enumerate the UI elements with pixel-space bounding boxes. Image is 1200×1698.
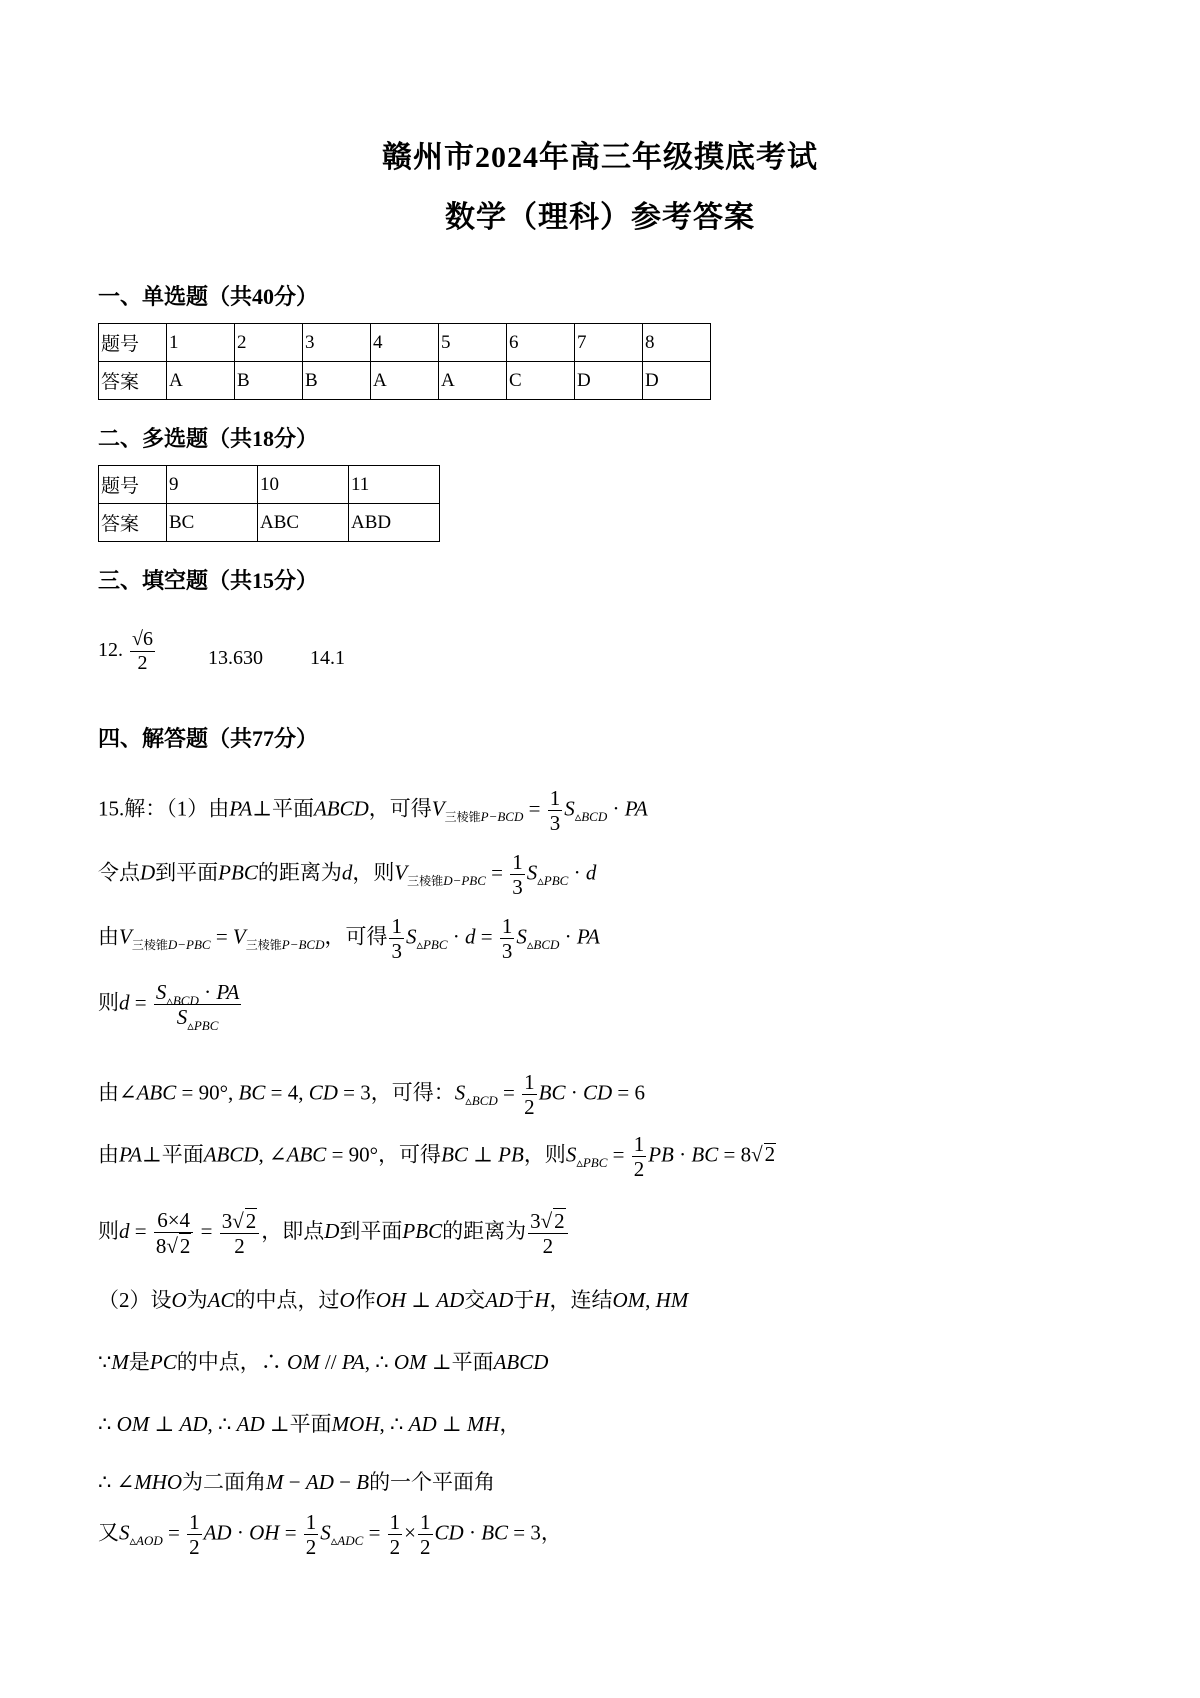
text: 的中点， (176, 1350, 261, 1374)
table-cell: 3 (303, 324, 371, 362)
table-cell: 9 (167, 466, 258, 504)
text: 的一个平面角 (369, 1470, 496, 1494)
table-row (99, 504, 440, 542)
text: 三棱锥 (245, 938, 282, 953)
table-cell: 5 (439, 324, 507, 362)
answer-12 (98, 628, 157, 675)
text: 平面 (451, 1350, 494, 1374)
solution-line-4: 则d = $\frac{S_{▵BCD} \cdot PA}{S_{▵PBC}}$ (98, 980, 240, 1034)
text: （2）设 (98, 1288, 172, 1312)
table-cell: 题号 (99, 466, 167, 504)
text: 令点 (98, 860, 140, 885)
table-cell: A (371, 362, 439, 400)
table-cell: 1 (167, 324, 235, 362)
table-cell: B (303, 362, 371, 400)
page-subtitle: 数学（理科）参考答案 (445, 201, 755, 234)
text: 15.解：（1）由 (98, 796, 230, 821)
section-heading-single-choice: 一、单选题（共40分） (98, 284, 319, 309)
table-cell: A (439, 362, 507, 400)
table-row (99, 362, 711, 400)
text: 到平面 (155, 860, 219, 885)
answer-13: 13.630 (208, 647, 263, 669)
text: 的距离为 (442, 1218, 527, 1243)
text: 的距离为 (257, 860, 342, 885)
table-cell: 11 (349, 466, 440, 504)
single-choice-answer-table (98, 323, 711, 400)
text: ，连结 (549, 1288, 613, 1312)
solution-line-3: 由$V_{三棱锥D-PBC} = V_{三棱锥P-BCD}$，可得 $\frac{1}{3}$ $S_{▵PBC} \cdot d$ = $\frac{1}{3}$ $S_{▵BCD}$ · PA (98, 914, 600, 964)
table-row (99, 324, 711, 362)
multi-choice-answer-table (98, 465, 440, 542)
table-cell: 答案 (99, 362, 167, 400)
table-cell: 2 (235, 324, 303, 362)
answer-12-numerator: √6 (132, 628, 153, 650)
table-cell: D (575, 362, 643, 400)
text: 三棱锥 (444, 810, 481, 825)
text: 到平面 (339, 1218, 403, 1243)
text: 作 (354, 1288, 376, 1312)
text: 由 (98, 1142, 119, 1167)
solution-line-11: ∴ ∠MHO为二面角M − AD − B的一个平面角 (98, 1470, 496, 1494)
text: 交 (464, 1288, 486, 1312)
table-cell: A (167, 362, 235, 400)
table-cell: 4 (371, 324, 439, 362)
text: 又 (98, 1520, 119, 1545)
text: ∵ (98, 1350, 112, 1374)
text: 三棱锥 (131, 938, 168, 953)
solution-line-6: 由PA⊥平面ABCD, ∠ABC = 90°，可得BC ⊥ PB，则$S_{▵PBC}$ = $\frac{1}{2}$ PB · BC = 8√2 (98, 1132, 776, 1182)
section-heading-solutions: 四、解答题（共77分） (98, 726, 319, 751)
text: 平面 (289, 1412, 332, 1436)
text: ，则 (523, 1142, 566, 1167)
table-cell: 7 (575, 324, 643, 362)
text: ，可得 (378, 1142, 442, 1167)
text: 则 (98, 990, 119, 1015)
text: 为 (186, 1288, 208, 1312)
text: 由 (98, 924, 119, 949)
table-cell: 6 (507, 324, 575, 362)
table-cell: C (507, 362, 575, 400)
table-cell: 答案 (99, 504, 167, 542)
table-cell: 10 (258, 466, 349, 504)
table-cell: ABC (258, 504, 349, 542)
text: 为二面角 (182, 1470, 267, 1494)
solution-line-1: 15.解：（1）由PA⊥平面ABCD，可得$V_{三棱锥P-BCD}$ = $\frac{1}{3}$ $S_{▵BCD}$ · PA (98, 786, 648, 836)
table-cell: D (643, 362, 711, 400)
solution-line-7: 则d = $\frac{6\times 4}{8√2}$ = $\frac{3√2}{2}$ ，即点D到平面PBC的距离为 $\frac{3√2}{2}$ (98, 1208, 570, 1258)
table-cell: 8 (643, 324, 711, 362)
text: 的中点，过 (234, 1288, 340, 1312)
page-title: 赣州市2024年高三年级摸底考试 (382, 141, 818, 174)
text: ，可得 (324, 924, 388, 949)
text: 由 (98, 1080, 119, 1105)
text: 是 (128, 1350, 150, 1374)
text: 于 (513, 1288, 535, 1312)
text: ，即点 (261, 1218, 325, 1243)
solution-line-10: ∴ OM ⊥ AD, ∴ AD ⊥平面MOH, ∴ AD ⊥ MH， (98, 1412, 521, 1436)
text: ，则 (352, 860, 395, 885)
answer-14: 14.1 (310, 647, 345, 669)
section-heading-multi-choice: 二、多选题（共18分） (98, 426, 319, 451)
text: 则 (98, 1218, 119, 1243)
solution-line-2: 令点D到平面PBC的距离为d，则$V_{三棱锥D-PBC}$ = $\frac{1}{3}$ $S_{▵PBC} \cdot d$ (98, 850, 597, 900)
text: ，可得 (368, 796, 432, 821)
text: 平面 (161, 1142, 204, 1167)
solution-line-5: 由∠ABC = 90°, BC = 4, CD = 3，可得：$S_{▵BCD}$ = $\frac{1}{2}$ BC · CD = 6 (98, 1070, 645, 1120)
table-row (99, 466, 440, 504)
text: ，可得： (370, 1080, 455, 1105)
table-cell: BC (167, 504, 258, 542)
solution-line-12: 又$S_{▵AOD}$ = $\frac{1}{2}$ AD · OH = $\frac{1}{2}$ $S_{▵ADC}$ = $\frac{1}{2}$ × $\frac{1}{2}$ CD · BC = 3， (98, 1510, 562, 1560)
table-cell: 题号 (99, 324, 167, 362)
solution-line-8: （2）设O为AC的中点，过O作OH ⊥ AD交AD于H，连结OM, HM (98, 1288, 689, 1312)
table-cell: ABD (349, 504, 440, 542)
answer-12-label: 12. (98, 639, 123, 662)
section-heading-fill-blank: 三、填空题（共15分） (98, 568, 319, 593)
text: 平面 (271, 796, 314, 821)
text: 三棱锥 (407, 874, 444, 889)
table-cell: B (235, 362, 303, 400)
answer-12-denominator: 2 (137, 652, 148, 674)
solution-line-9: ∵M是PC的中点，∴ OM // PA, ∴ OM ⊥平面ABCD (98, 1350, 549, 1374)
